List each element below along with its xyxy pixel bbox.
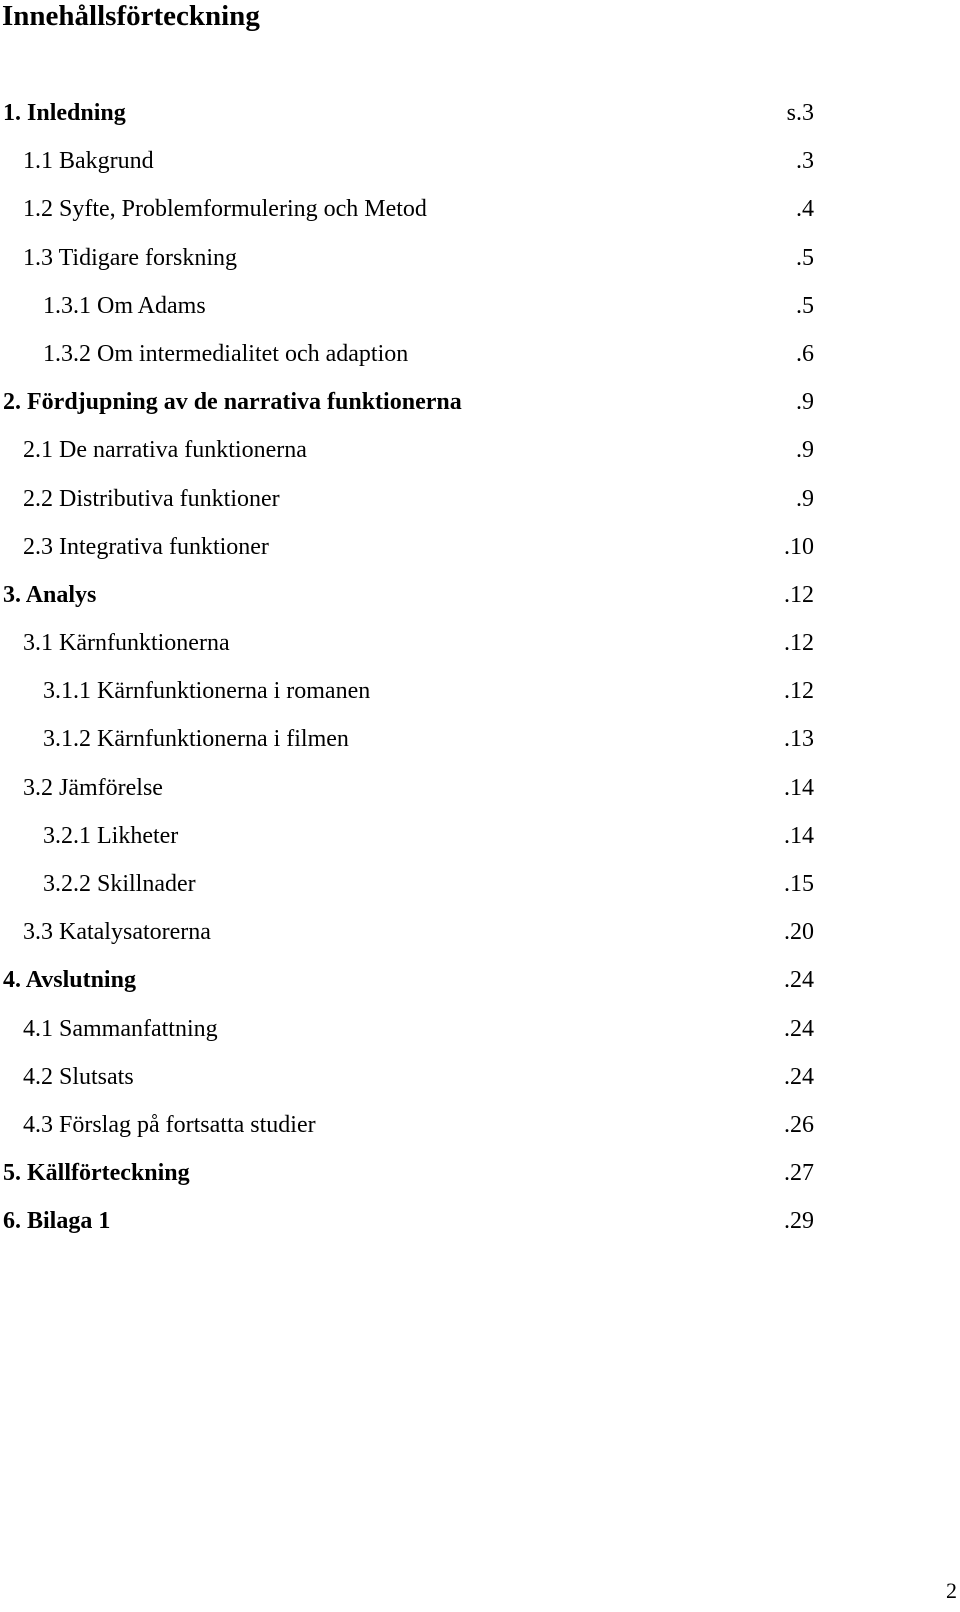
toc-entry-label: [3, 1153, 190, 1193]
toc-entry[interactable]: [0, 141, 820, 189]
toc-entry-label: [3, 382, 462, 422]
toc-entry-label: [23, 1009, 218, 1049]
toc-entry-number: 3.1.1: [43, 678, 91, 705]
toc-entry-label: [23, 189, 427, 229]
toc-entry-label: [23, 430, 307, 470]
toc-entry-page: .29: [784, 1208, 814, 1235]
toc-entry-number: 1.2: [23, 196, 53, 223]
toc-entry[interactable]: [0, 189, 820, 237]
toc-entry-title: Avslutning: [25, 967, 136, 994]
toc-entry-label: [23, 1057, 134, 1097]
toc-entry-page: .4: [796, 196, 814, 223]
toc-entry-label: [43, 719, 349, 759]
toc-entry-number: 3.2.2: [43, 871, 91, 897]
toc-entry[interactable]: [0, 1105, 820, 1153]
toc-entry-page: .12: [784, 678, 814, 705]
toc-entry-title: Kärnfunktionerna i romanen: [97, 678, 371, 705]
toc-entry-label: [23, 527, 269, 567]
toc-entry-page: s.3: [786, 100, 814, 126]
toc-entry-title: Distributiva funktioner: [59, 485, 280, 512]
toc-entry-number: 1.1: [23, 148, 53, 175]
toc-entry-title: Om Adams: [97, 292, 206, 319]
toc-entry-number: 2.2: [23, 485, 53, 512]
toc-entry-page: .6: [796, 340, 814, 367]
toc-entry-number: 4.: [3, 967, 21, 994]
toc-entry-number: 2.: [3, 389, 21, 416]
toc-entry-title: Slutsats: [59, 1063, 134, 1090]
toc-entry-number: 5.: [3, 1160, 21, 1187]
toc-entry-page: .24: [784, 967, 814, 994]
toc-entry-label: [43, 286, 206, 326]
toc-entry[interactable]: [0, 93, 820, 141]
toc-entry-label: [23, 768, 163, 808]
toc-entry-title: Kärnfunktionerna: [59, 630, 230, 657]
toc-entry-number: 6.: [3, 1208, 21, 1235]
toc-entry-number: 1.: [3, 100, 21, 126]
toc-entry-title: Jämförelse: [59, 774, 163, 801]
toc-entry[interactable]: [0, 816, 820, 864]
toc-entry-label: [3, 575, 96, 615]
toc-entry-number: 3.3: [23, 919, 53, 946]
toc-entry-page: .12: [784, 630, 814, 657]
toc-entry-page: .5: [796, 244, 814, 271]
toc-entry[interactable]: [0, 1153, 820, 1201]
toc-entry-page: .20: [784, 919, 814, 946]
toc-entry[interactable]: [0, 479, 820, 527]
toc-entry[interactable]: [0, 623, 820, 671]
toc-entry-title: Kärnfunktionerna i filmen: [97, 726, 349, 753]
page-number: 2: [946, 1578, 957, 1603]
toc-entry-title: Analys: [25, 581, 97, 608]
toc-entry-label: [23, 1105, 316, 1145]
toc-entry[interactable]: [0, 912, 820, 960]
toc-entry-title: Källförteckning: [27, 1160, 190, 1187]
toc-entry[interactable]: [0, 334, 820, 382]
toc-entry-number: 3.2: [23, 774, 53, 801]
toc-entry-page: .15: [784, 871, 814, 897]
toc-entry-page: .9: [796, 389, 814, 416]
toc-entry-label: [3, 1201, 110, 1241]
toc-entry-title: Tidigare forskning: [58, 244, 238, 271]
toc-entry-number: 4.1: [23, 1015, 53, 1042]
toc-entry-page: .24: [784, 1063, 814, 1090]
toc-entry[interactable]: [0, 382, 820, 430]
toc-entry-title: Katalysatorerna: [59, 919, 211, 946]
toc-entry-number: 1.3: [23, 244, 53, 271]
toc-entry-title: Likheter: [97, 822, 179, 849]
toc-entry-title: Skillnader: [97, 871, 196, 897]
toc-entry-page: .14: [784, 822, 814, 849]
toc-entry[interactable]: [0, 286, 820, 334]
toc-entry-title: Syfte, Problemformulering och Metod: [59, 196, 427, 223]
toc-entry-page: .24: [784, 1015, 814, 1042]
toc-entry[interactable]: [0, 1057, 820, 1105]
toc-entry-number: 3.: [3, 581, 21, 608]
toc-entry-title: Om intermedialitet och adaption: [97, 340, 409, 367]
toc-entry[interactable]: [0, 575, 820, 623]
toc-entry-number: 2.1: [23, 437, 53, 464]
toc-entry[interactable]: [0, 719, 820, 767]
toc-entry-page: .9: [796, 485, 814, 512]
toc-entry-label: [43, 334, 408, 374]
toc-entry-label: [23, 141, 154, 181]
toc-entry-title: Bakgrund: [59, 148, 154, 175]
toc-entry-page: .14: [784, 774, 814, 801]
toc-entry-page: .27: [784, 1160, 814, 1187]
toc-entry-page: .10: [784, 533, 814, 560]
toc-entry-title: Inledning: [27, 100, 126, 126]
toc-entry-page: .3: [796, 148, 814, 175]
table-of-contents: [0, 93, 820, 1250]
toc-entry-label: [23, 912, 211, 952]
toc-entry[interactable]: [0, 430, 820, 478]
toc-entry-label: [43, 864, 196, 904]
toc-entry[interactable]: [0, 527, 820, 575]
toc-entry-title: Bilaga 1: [27, 1208, 111, 1235]
toc-entry-number: 4.2: [23, 1063, 53, 1090]
toc-entry[interactable]: [0, 238, 820, 286]
toc-entry-label: [3, 960, 136, 1000]
toc-entry[interactable]: [0, 671, 820, 719]
toc-entry[interactable]: [0, 864, 820, 912]
toc-entry-title: Integrativa funktioner: [59, 533, 269, 560]
toc-entry-label: [23, 238, 237, 278]
toc-entry[interactable]: [0, 1201, 820, 1249]
toc-entry-number: 4.3: [23, 1111, 53, 1138]
toc-entry-page: .9: [796, 437, 814, 464]
toc-entry-title: Förslag på fortsatta studier: [59, 1111, 316, 1138]
toc-entry-number: 2.3: [23, 533, 53, 560]
page-title: Innehållsförteckning: [2, 0, 260, 32]
toc-entry[interactable]: [0, 1009, 820, 1057]
toc-entry-page: .5: [796, 292, 814, 319]
toc-entry[interactable]: [0, 768, 820, 816]
toc-entry-number: 3.2.1: [43, 822, 91, 849]
toc-entry-page: .13: [784, 726, 814, 753]
toc-entry-number: 1.3.1: [43, 292, 91, 319]
toc-entry-label: [43, 671, 370, 711]
toc-entry-number: 3.1.2: [43, 726, 91, 753]
toc-entry-title: Fördjupning av de narrativa funktionerna: [27, 389, 462, 416]
toc-entry-label: [23, 623, 230, 663]
toc-entry-title: De narrativa funktionerna: [59, 437, 307, 464]
toc-entry-title: Sammanfattning: [59, 1015, 218, 1042]
toc-entry-number: 3.1: [23, 630, 53, 657]
toc-entry-number: 1.3.2: [43, 340, 91, 367]
toc-entry[interactable]: [0, 960, 820, 1008]
toc-entry-page: .12: [784, 581, 814, 608]
toc-entry-label: [43, 816, 178, 856]
toc-entry-label: [23, 479, 280, 519]
toc-entry-page: .26: [784, 1111, 814, 1138]
toc-entry-label: [3, 93, 126, 133]
